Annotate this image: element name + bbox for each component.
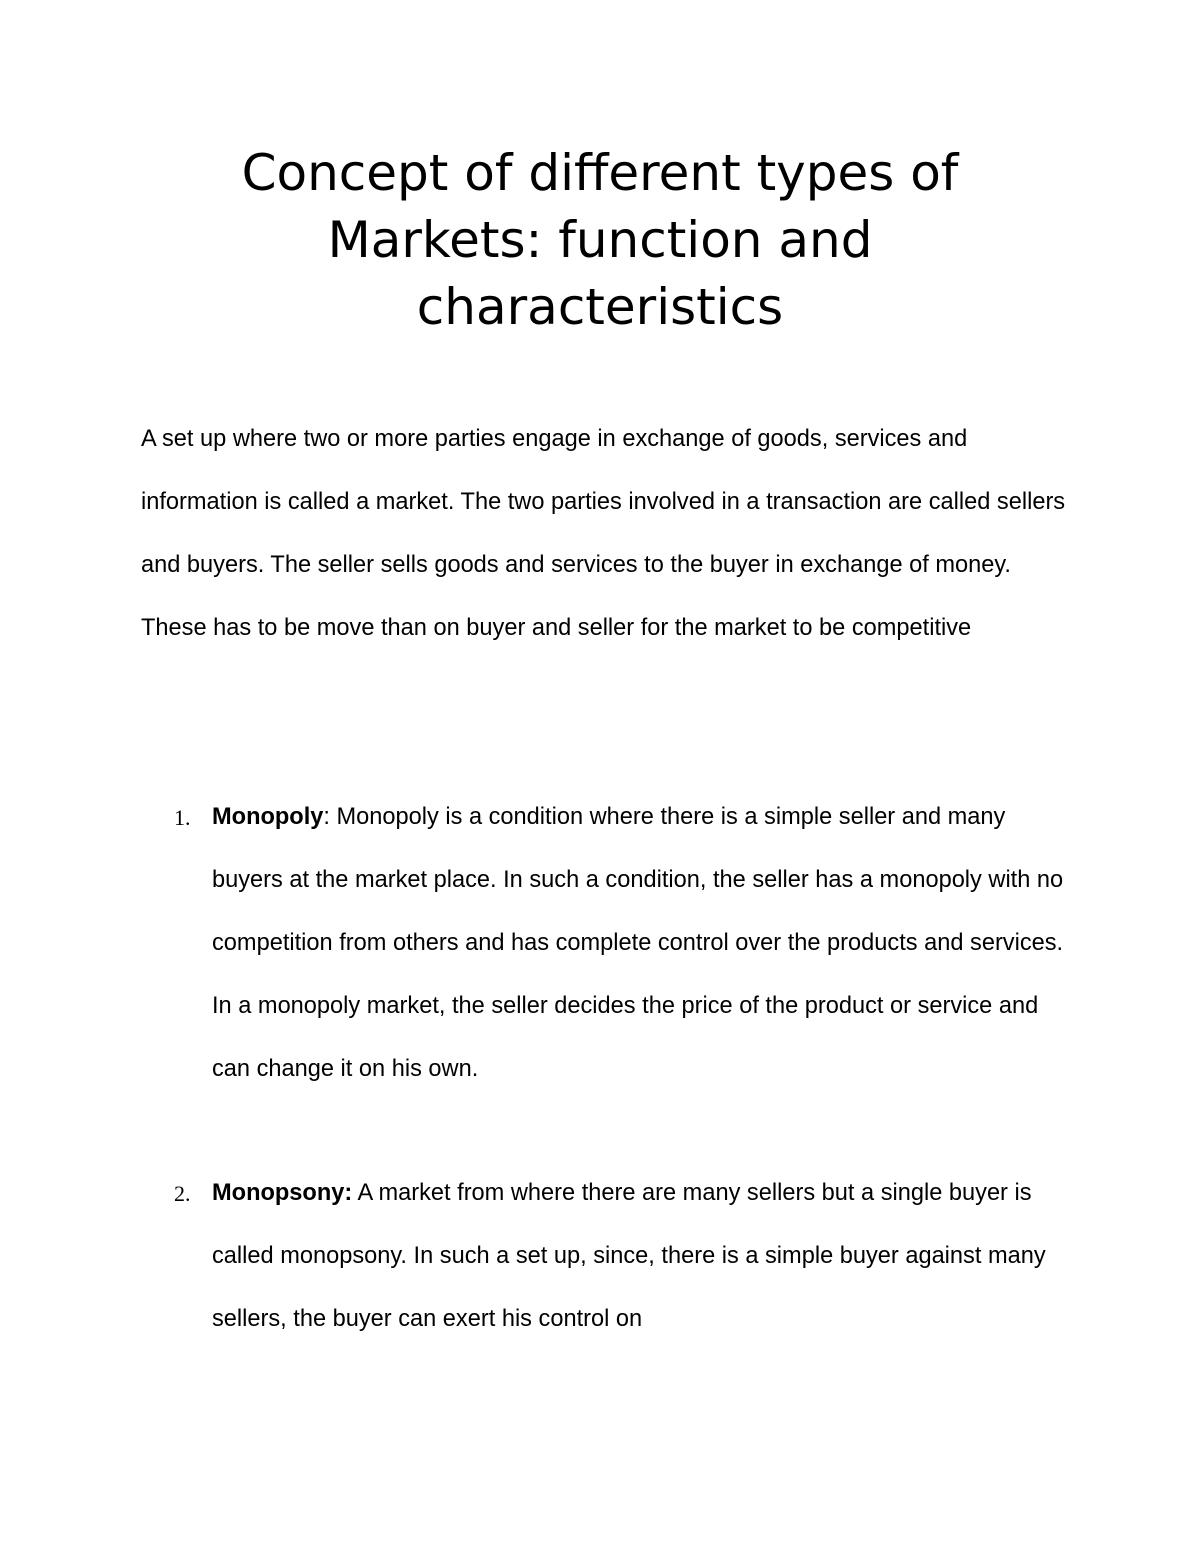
list-item-number: 2.: [174, 1181, 191, 1206]
list-item-separator: :: [323, 804, 330, 830]
list-item-number: 1.: [174, 805, 191, 830]
list-item-text: Monopoly is a condition where there is a simple seller and many buyers at the market place. In such a condition, the seller has a monopoly with no competition from others and has complete control over the products and services. In a monopoly market, the seller decides the price of the product or service and can change it on his own.: [212, 804, 1064, 1082]
document-title: Concept of different types of Markets: function and characteristics: [241, 144, 959, 336]
market-types-list: [0, 786, 1200, 1412]
list-item-monopsony: [0, 1162, 1072, 1351]
list-item-text: A market from where there are many sellers but a single buyer is called monopsony. In such a set up, since, there is a simple buyer against many sellers, the buyer can exert his control on: [212, 1180, 1046, 1332]
list-item-monopoly: [0, 786, 1072, 1101]
list-item-term: Monopoly: [212, 804, 324, 830]
intro-paragraph: A set up where two or more parties engage in exchange of goods, services and information is called a market. The two parties involved in a transaction are called sellers and buyers. The seller sells goods and services to the buyer in exchange of money. These has to be move than on buyer and seller for the market to be competitive: [141, 426, 1066, 641]
list-item-term: Monopsony:: [212, 1180, 353, 1206]
